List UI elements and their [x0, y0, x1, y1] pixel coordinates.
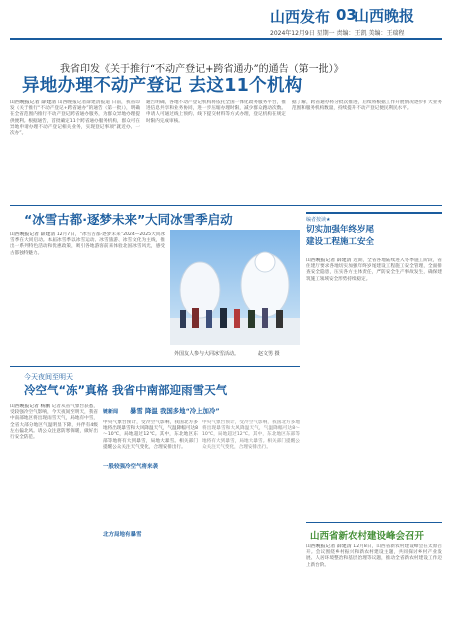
section-divider-3 [306, 522, 442, 523]
news-tag: 链新闻 [103, 409, 119, 415]
news-text-2: 中央气象台预计，受冷空气影响，我国北方多地将出现暴雪和大风降温天气，气温降幅可达8～10℃，局地超过12℃。其中，东北地区东部等地将有大到暴雪，局地大暴雪。相关部门提醒公众关注天气变化，合理安排出行。 [202, 420, 300, 450]
lead-headline: 异地办理不动产登记 去这11个机构 [22, 76, 303, 96]
feature-byline: 山西晚报记者 薛建清 [10, 232, 56, 237]
sidebar-box [306, 212, 442, 254]
news-subtitle-2: 北方局地有暴雪 [103, 532, 142, 538]
news-column-2 [202, 420, 300, 630]
issue-line: 2024年12月9日 星期一 责编：王凯 美编：王瑞程 [270, 30, 405, 37]
lead-byline: 山西晚报记者 薛建清 [10, 100, 57, 105]
feature-text: 12月7日，“冰雪古都·逐梦未来”2024—2025大同冰雪季在大同启动。本届冰雪季以冰雪运动、冰雪旅游、冰雪文化为主线，推出一系列特色活动和优惠政策，吸引各地游客前来体验北国冰雪风光，感受古都独特魅力。 [10, 232, 165, 256]
photo-caption: 外国友人参与大同冰雪活动。 [174, 351, 240, 357]
weather-headline: 冷空气“冻”真格 我省中南部迎雨雪天气 [24, 383, 228, 397]
section-divider-1 [10, 205, 442, 206]
ice-festival-photo [170, 230, 300, 345]
news-subhead: 暴雪 降温 我国多地“冷上加冷” [130, 407, 220, 415]
newspaper-logo: 山西晚报 [354, 7, 415, 25]
weather-column [10, 404, 98, 629]
sidebar-byline: 山西晚报记者 薛建清 [306, 258, 352, 263]
feature-photo [170, 230, 300, 345]
rural-headline: 山西省新农村建设峰会召开 [310, 531, 425, 542]
feature-column [10, 232, 165, 362]
section-title: 山西发布 [270, 8, 331, 26]
lead-text-2: 通告明确，各地不动产登记机构将依托全国一体化政务服务平台，推进信息共享和业务协同，进一步压缩办理时限，减少群众跑动次数。申请人可通过线上预约、线下提交材料等方式办理，登记机构在规定时限内完成审核。 [146, 100, 286, 124]
rural-column [306, 544, 442, 634]
lead-text-3: 据了解，跨省通办将分批次推进，后续将根据工作开展情况逐步扩大业务范围和服务机构数量，持续提升不动产登记便民利民水平。 [292, 100, 442, 112]
sidebar-column [306, 258, 442, 518]
header-rule [10, 38, 442, 40]
lead-kicker: 我省印发《关于推行“不动产登记+跨省通办”的通告（第一批）》 [60, 64, 344, 75]
section-divider-2 [10, 366, 300, 367]
news-text: 中央气象台预计，受冷空气影响，我国北方多地将出现暴雪和大风降温天气，气温降幅可达8～10℃，局地超过12℃。其中，东北地区东部等地将有大到暴雪，局地大暴雪。相关部门提醒公众关注天气变化，合理安排出行。 [103, 420, 198, 450]
weather-text: 记者从省气象台获悉，受较强冷空气影响，今天夜间至明天，我省中南部地区将出现雨雪天气，局地有中雪，全省大部分地区气温明显下降，并伴有4级左右偏北风。请公众注意防寒保暖，做好出行安全防范。 [10, 404, 98, 441]
sidebar-title-2: 建设工程施工安全 [306, 237, 375, 247]
rural-byline: 山西晚报记者 薛建清 [306, 544, 352, 549]
lead-text-1: 山西晚报记者薛建清报道 日前，我省印发《关于推行“不动产登记+跨省通办”的通告（第一批）》，明确在全省范围内推行不动产登记跨省通办服务，为群众异地办理提供便利。根据通告，首批确定11个跨省通办服务机构，群众可在异地申请办理不动产登记相关业务，实现登记事项“就近办、一次办”。 [10, 100, 140, 137]
sidebar-label: 编者按读★ [306, 217, 331, 223]
page-number: 03 [336, 6, 357, 24]
news-subtitle-1: 一股较强冷空气将来袭 [103, 464, 159, 470]
sidebar-text: 近期，全省各地陆续进入冬季施工阶段，省住建厅要求各地切实加强年终岁尾建设工程施工安全管理，全面排查安全隐患，压实各方主体责任，严防安全生产事故发生，确保建筑施工领域安全形势持续稳定。 [306, 258, 442, 282]
photo-credit: 赵文男 摄 [258, 351, 280, 357]
rural-text: 12月8日，山西省新农村建设峰会在太原召开。会议围绕乡村振兴和新农村建设主题，共同探讨乡村产业发展、人居环境整治和基层治理等议题，推动全省新农村建设工作迈上新台阶。 [306, 544, 442, 568]
feature-headline: “冰雪古都·逐梦未来”大同冰雪季启动 [24, 212, 233, 227]
weather-byline: 山西晚报记者 杨鹏 [10, 404, 51, 409]
news-column-1 [103, 420, 198, 630]
weather-kicker: 今天夜间至明天 [24, 373, 73, 381]
sidebar-title-1: 切实加强年终岁尾 [306, 225, 375, 235]
